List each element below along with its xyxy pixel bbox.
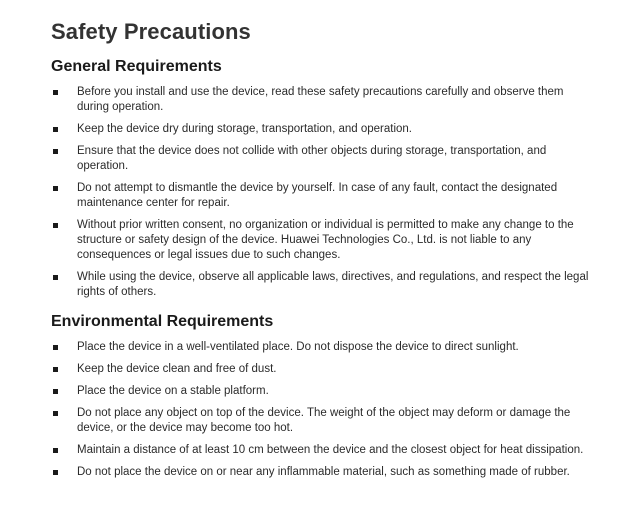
list-item xyxy=(51,340,595,355)
square-bullet-icon xyxy=(53,389,58,394)
square-bullet-icon xyxy=(53,186,58,191)
list-item-text: Without prior written consent, no organization or individual is permitted to make any change to the structure or safety design of the device. Huawei Technologies Co., Ltd. is not liable to any consequences or legal issues due to such changes. xyxy=(77,219,574,261)
square-bullet-icon xyxy=(53,90,58,95)
list-item-text: Place the device on a stable platform. xyxy=(77,385,269,397)
square-bullet-icon xyxy=(53,223,58,228)
list-item xyxy=(51,406,595,436)
list-item-text: Place the device in a well-ventilated place. Do not dispose the device to direct sunlight. xyxy=(77,341,519,353)
square-bullet-icon xyxy=(53,367,58,372)
list-item xyxy=(51,362,595,377)
square-bullet-icon xyxy=(53,275,58,280)
list-item xyxy=(51,270,595,300)
environmental-requirements-list xyxy=(51,340,595,480)
list-item-text: Maintain a distance of at least 10 cm between the device and the closest object for heat dissipation. xyxy=(77,444,584,456)
list-item xyxy=(51,218,595,263)
square-bullet-icon xyxy=(53,411,58,416)
list-item xyxy=(51,443,595,458)
list-item-text: Do not place the device on or near any inflammable material, such as something made of rubber. xyxy=(77,466,570,478)
general-requirements-list xyxy=(51,85,595,300)
list-item xyxy=(51,144,595,174)
list-item xyxy=(51,181,595,211)
square-bullet-icon xyxy=(53,470,58,475)
page-title: Safety Precautions xyxy=(51,19,251,44)
list-item-text: While using the device, observe all applicable laws, directives, and regulations, and respect the legal rights of others. xyxy=(77,271,589,298)
list-item-text: Before you install and use the device, read these safety precautions carefully and observe them during operation. xyxy=(77,86,564,113)
square-bullet-icon xyxy=(53,127,58,132)
list-item xyxy=(51,85,595,115)
list-item-text: Do not attempt to dismantle the device by yourself. In case of any fault, contact the designated maintenance center for repair. xyxy=(77,182,558,209)
square-bullet-icon xyxy=(53,149,58,154)
list-item xyxy=(51,122,595,137)
list-item-text: Keep the device dry during storage, transportation, and operation. xyxy=(77,123,412,135)
section-heading-environmental: Environmental Requirements xyxy=(51,313,274,330)
list-item xyxy=(51,384,595,399)
list-item-text: Ensure that the device does not collide with other objects during storage, transportation, and operation. xyxy=(77,145,547,172)
square-bullet-icon xyxy=(53,448,58,453)
square-bullet-icon xyxy=(53,345,58,350)
list-item-text: Do not place any object on top of the device. The weight of the object may deform or damage the device, or the device may become too hot. xyxy=(77,407,571,434)
section-heading-general: General Requirements xyxy=(51,58,222,75)
list-item xyxy=(51,465,595,480)
list-item-text: Keep the device clean and free of dust. xyxy=(77,363,277,375)
